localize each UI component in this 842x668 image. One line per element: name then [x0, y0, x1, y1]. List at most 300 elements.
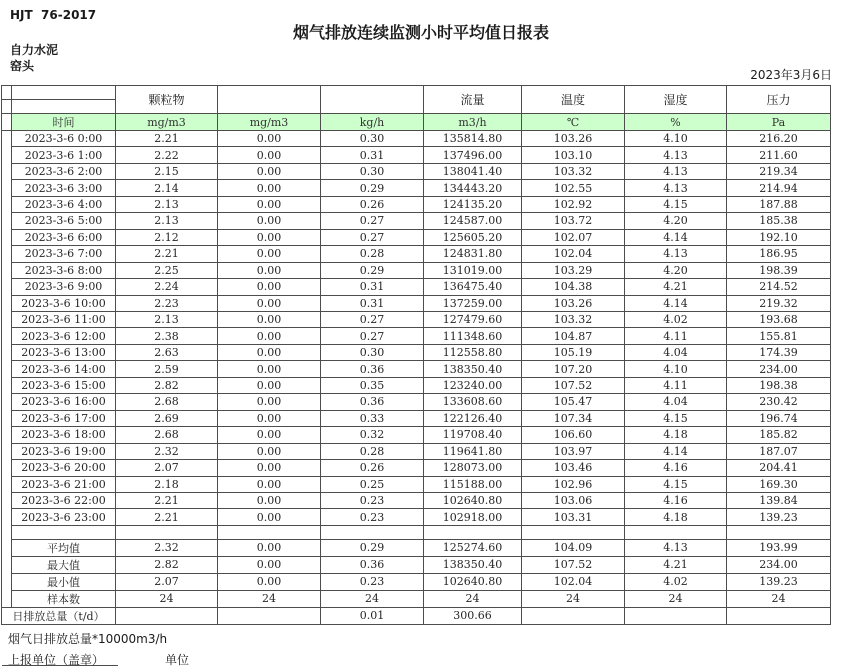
- value-cell: 0.00: [218, 460, 321, 476]
- value-cell: 103.10: [522, 147, 625, 163]
- summary-value: [218, 607, 321, 624]
- value-cell: 4.10: [625, 131, 727, 147]
- summary-row: [2, 573, 831, 590]
- value-cell: 4.18: [625, 509, 727, 525]
- value-cell: 0.29: [321, 180, 424, 196]
- value-cell: 4.10: [625, 361, 727, 377]
- value-cell: 198.38: [727, 377, 831, 393]
- table-row: [2, 180, 831, 196]
- value-cell: 234.00: [727, 361, 831, 377]
- summary-value: 0.00: [218, 556, 321, 573]
- summary-label: 日排放总量（t/d）: [2, 607, 116, 624]
- value-cell: 2.23: [116, 295, 218, 311]
- time-cell: 2023-3-6 14:00: [12, 361, 116, 377]
- value-cell: 230.42: [727, 394, 831, 410]
- value-cell: 2.24: [116, 279, 218, 295]
- value-cell: 0.27: [321, 229, 424, 245]
- value-cell: 139.84: [727, 492, 831, 508]
- value-cell: 106.60: [522, 427, 625, 443]
- summary-value: 2.82: [116, 556, 218, 573]
- time-cell: 2023-3-6 11:00: [12, 311, 116, 327]
- value-cell: 192.10: [727, 229, 831, 245]
- summary-value: 0.29: [321, 539, 424, 556]
- value-cell: 107.34: [522, 410, 625, 426]
- table-row: [2, 131, 831, 147]
- value-cell: 2.38: [116, 328, 218, 344]
- col-header-pressure: 压力: [727, 86, 831, 114]
- value-cell: 124831.80: [424, 246, 522, 262]
- table-row: [2, 246, 831, 262]
- value-cell: 2.12: [116, 229, 218, 245]
- value-cell: 138350.40: [424, 361, 522, 377]
- value-cell: 2.14: [116, 180, 218, 196]
- summary-value: 138350.40: [424, 556, 522, 573]
- value-cell: 2.82: [116, 377, 218, 393]
- time-cell: 2023-3-6 8:00: [12, 262, 116, 278]
- value-cell: 219.32: [727, 295, 831, 311]
- blank-cell: [424, 525, 522, 539]
- value-cell: 4.21: [625, 279, 727, 295]
- col-header-humidity: 湿度: [625, 86, 727, 114]
- value-cell: 0.30: [321, 344, 424, 360]
- standard-code: HJT 76-2017: [10, 8, 97, 22]
- value-cell: 2.59: [116, 361, 218, 377]
- summary-value: 24: [218, 590, 321, 607]
- value-cell: 2.63: [116, 344, 218, 360]
- time-cell: 2023-3-6 16:00: [12, 394, 116, 410]
- value-cell: 4.15: [625, 476, 727, 492]
- value-cell: 4.13: [625, 246, 727, 262]
- time-cell: 2023-3-6 21:00: [12, 476, 116, 492]
- value-cell: 4.20: [625, 213, 727, 229]
- value-cell: 185.38: [727, 213, 831, 229]
- gutter-cell: [2, 86, 12, 100]
- value-cell: 0.00: [218, 427, 321, 443]
- value-cell: 102.04: [522, 246, 625, 262]
- value-cell: 127479.60: [424, 311, 522, 327]
- value-cell: 174.39: [727, 344, 831, 360]
- value-cell: 0.00: [218, 229, 321, 245]
- value-cell: 112558.80: [424, 344, 522, 360]
- value-cell: 2.13: [116, 196, 218, 212]
- value-cell: 105.19: [522, 344, 625, 360]
- value-cell: 102640.80: [424, 492, 522, 508]
- monitoring-point: 窑头: [10, 59, 35, 73]
- summary-value: 0.36: [321, 556, 424, 573]
- value-cell: 103.97: [522, 443, 625, 459]
- unit-celsius: ℃: [522, 114, 625, 131]
- report-date: 2023年3月6日: [750, 68, 832, 82]
- unit-row: [2, 114, 831, 131]
- value-cell: 102918.00: [424, 509, 522, 525]
- value-cell: 4.11: [625, 328, 727, 344]
- value-cell: 0.36: [321, 361, 424, 377]
- value-cell: 135814.80: [424, 131, 522, 147]
- value-cell: 4.18: [625, 427, 727, 443]
- value-cell: 169.30: [727, 476, 831, 492]
- value-cell: 0.23: [321, 509, 424, 525]
- company-name: 自力水泥: [10, 43, 59, 57]
- blank-cell: [321, 525, 424, 539]
- unit-kgh: kg/h: [321, 114, 424, 131]
- value-cell: 0.25: [321, 476, 424, 492]
- value-cell: 214.52: [727, 279, 831, 295]
- value-cell: 2.13: [116, 311, 218, 327]
- col-header-blank-2: [321, 86, 424, 114]
- summary-value: 4.02: [625, 573, 727, 590]
- value-cell: 4.13: [625, 147, 727, 163]
- table-row: [2, 443, 831, 459]
- value-cell: 103.29: [522, 262, 625, 278]
- time-cell: 2023-3-6 10:00: [12, 295, 116, 311]
- value-cell: 2.21: [116, 246, 218, 262]
- summary-value: 125274.60: [424, 539, 522, 556]
- value-cell: 124135.20: [424, 196, 522, 212]
- time-cell: 2023-3-6 20:00: [12, 460, 116, 476]
- value-cell: 2.07: [116, 460, 218, 476]
- summary-value: [116, 607, 218, 624]
- table-row: [2, 410, 831, 426]
- value-cell: 0.31: [321, 279, 424, 295]
- value-cell: 4.02: [625, 311, 727, 327]
- value-cell: 104.87: [522, 328, 625, 344]
- value-cell: 2.22: [116, 147, 218, 163]
- col-header-blank-1: [218, 86, 321, 114]
- summary-row: [2, 607, 831, 624]
- time-cell: 2023-3-6 1:00: [12, 147, 116, 163]
- value-cell: 0.26: [321, 196, 424, 212]
- time-cell: 2023-3-6 22:00: [12, 492, 116, 508]
- value-cell: 0.00: [218, 377, 321, 393]
- summary-row: [2, 590, 831, 607]
- value-cell: 0.30: [321, 131, 424, 147]
- value-cell: 0.00: [218, 163, 321, 179]
- value-cell: 0.00: [218, 492, 321, 508]
- value-cell: 0.31: [321, 295, 424, 311]
- time-cell: 2023-3-6 9:00: [12, 279, 116, 295]
- value-cell: 119708.40: [424, 427, 522, 443]
- summary-value: [522, 607, 625, 624]
- value-cell: 0.00: [218, 279, 321, 295]
- value-cell: 102.55: [522, 180, 625, 196]
- value-cell: 0.00: [218, 394, 321, 410]
- value-cell: 103.72: [522, 213, 625, 229]
- summary-value: 193.99: [727, 539, 831, 556]
- value-cell: 122126.40: [424, 410, 522, 426]
- time-header-cell: [12, 100, 116, 114]
- time-cell: 2023-3-6 2:00: [12, 163, 116, 179]
- value-cell: 4.14: [625, 229, 727, 245]
- value-cell: 0.27: [321, 328, 424, 344]
- value-cell: 0.00: [218, 262, 321, 278]
- value-cell: 4.13: [625, 163, 727, 179]
- summary-value: 234.00: [727, 556, 831, 573]
- value-cell: 0.00: [218, 443, 321, 459]
- table-row: [2, 213, 831, 229]
- value-cell: 111348.60: [424, 328, 522, 344]
- time-cell: 2023-3-6 17:00: [12, 410, 116, 426]
- table-row: [2, 476, 831, 492]
- time-header-cell: [12, 86, 116, 100]
- summary-row: [2, 556, 831, 573]
- table-row: [2, 229, 831, 245]
- value-cell: 2.68: [116, 394, 218, 410]
- value-cell: 198.39: [727, 262, 831, 278]
- blank-cell: [12, 525, 116, 539]
- report-table: [1, 85, 831, 625]
- value-cell: 0.28: [321, 246, 424, 262]
- value-cell: 103.26: [522, 295, 625, 311]
- table-row: [2, 262, 831, 278]
- summary-value: 107.52: [522, 556, 625, 573]
- value-cell: 0.00: [218, 328, 321, 344]
- value-cell: 0.26: [321, 460, 424, 476]
- data-rows: [2, 131, 831, 625]
- value-cell: 131019.00: [424, 262, 522, 278]
- value-cell: 103.32: [522, 311, 625, 327]
- unit-pa: Pa: [727, 114, 831, 131]
- page-title: 烟气排放连续监测小时平均值日报表: [292, 23, 549, 42]
- value-cell: 2.13: [116, 213, 218, 229]
- table-row: [2, 344, 831, 360]
- summary-value: 4.13: [625, 539, 727, 556]
- value-cell: 2.21: [116, 492, 218, 508]
- value-cell: 105.47: [522, 394, 625, 410]
- value-cell: 2.21: [116, 509, 218, 525]
- time-cell: 2023-3-6 5:00: [12, 213, 116, 229]
- value-cell: 0.00: [218, 344, 321, 360]
- footer-note: 烟气日排放总量*10000m3/h: [8, 632, 168, 646]
- gutter-cell: [2, 114, 12, 131]
- value-cell: 103.26: [522, 131, 625, 147]
- summary-value: 102.04: [522, 573, 625, 590]
- col-header-temperature: 温度: [522, 86, 625, 114]
- value-cell: 124587.00: [424, 213, 522, 229]
- value-cell: 196.74: [727, 410, 831, 426]
- blank-cell: [218, 525, 321, 539]
- blank-cell: [116, 525, 218, 539]
- col-header-particulate: 颗粒物: [116, 86, 218, 114]
- value-cell: 185.82: [727, 427, 831, 443]
- value-cell: 4.11: [625, 377, 727, 393]
- value-cell: 138041.40: [424, 163, 522, 179]
- unit-percent: %: [625, 114, 727, 131]
- value-cell: 193.68: [727, 311, 831, 327]
- value-cell: 0.31: [321, 147, 424, 163]
- value-cell: 187.88: [727, 196, 831, 212]
- value-cell: 4.13: [625, 180, 727, 196]
- value-cell: 4.16: [625, 492, 727, 508]
- value-cell: 4.20: [625, 262, 727, 278]
- value-cell: 104.38: [522, 279, 625, 295]
- value-cell: 0.00: [218, 311, 321, 327]
- summary-value: 139.23: [727, 573, 831, 590]
- table-row: [2, 147, 831, 163]
- time-cell: 2023-3-6 23:00: [12, 509, 116, 525]
- value-cell: 204.41: [727, 460, 831, 476]
- table-row: [2, 295, 831, 311]
- time-cell: 2023-3-6 12:00: [12, 328, 116, 344]
- summary-value: 24: [625, 590, 727, 607]
- value-cell: 2.68: [116, 427, 218, 443]
- value-cell: 102.92: [522, 196, 625, 212]
- value-cell: 103.31: [522, 509, 625, 525]
- summary-label: 最小值: [12, 573, 116, 590]
- time-cell: 2023-3-6 15:00: [12, 377, 116, 393]
- summary-value: 4.21: [625, 556, 727, 573]
- value-cell: 137259.00: [424, 295, 522, 311]
- value-cell: 0.28: [321, 443, 424, 459]
- time-cell: 2023-3-6 18:00: [12, 427, 116, 443]
- gutter-cell: [2, 100, 12, 114]
- value-cell: 2.18: [116, 476, 218, 492]
- value-cell: 4.15: [625, 410, 727, 426]
- value-cell: 137496.00: [424, 147, 522, 163]
- summary-value: 2.32: [116, 539, 218, 556]
- time-cell: 2023-3-6 4:00: [12, 196, 116, 212]
- value-cell: 4.15: [625, 196, 727, 212]
- table-row: [2, 361, 831, 377]
- value-cell: 0.33: [321, 410, 424, 426]
- value-cell: 0.27: [321, 213, 424, 229]
- value-cell: 119641.80: [424, 443, 522, 459]
- summary-value: 300.66: [424, 607, 522, 624]
- value-cell: 4.04: [625, 344, 727, 360]
- value-cell: 133608.60: [424, 394, 522, 410]
- summary-value: 102640.80: [424, 573, 522, 590]
- value-cell: 0.00: [218, 246, 321, 262]
- value-cell: 0.00: [218, 509, 321, 525]
- summary-value: 0.23: [321, 573, 424, 590]
- unit-mgm3-2: mg/m3: [218, 114, 321, 131]
- value-cell: 4.14: [625, 295, 727, 311]
- table-row: [2, 377, 831, 393]
- summary-label: 平均值: [12, 539, 116, 556]
- value-cell: 0.36: [321, 394, 424, 410]
- unit-time: 时间: [12, 114, 116, 131]
- value-cell: 136475.40: [424, 279, 522, 295]
- summary-value: 24: [727, 590, 831, 607]
- summary-label: 样本数: [12, 590, 116, 607]
- table-row: [2, 509, 831, 525]
- value-cell: 2.25: [116, 262, 218, 278]
- value-cell: 107.20: [522, 361, 625, 377]
- time-cell: 2023-3-6 0:00: [12, 131, 116, 147]
- time-cell: 2023-3-6 19:00: [12, 443, 116, 459]
- value-cell: 107.52: [522, 377, 625, 393]
- summary-value: 24: [321, 590, 424, 607]
- value-cell: 2.15: [116, 163, 218, 179]
- value-cell: 214.94: [727, 180, 831, 196]
- bottom-divider: [2, 665, 118, 666]
- group-header-row-top: [2, 86, 831, 100]
- report-unit-label: 上报单位（盖章）: [8, 653, 105, 667]
- value-cell: 0.00: [218, 147, 321, 163]
- value-cell: 187.07: [727, 443, 831, 459]
- value-cell: 186.95: [727, 246, 831, 262]
- value-cell: 155.81: [727, 328, 831, 344]
- value-cell: 211.60: [727, 147, 831, 163]
- value-cell: 0.00: [218, 131, 321, 147]
- summary-value: 24: [116, 590, 218, 607]
- value-cell: 0.23: [321, 492, 424, 508]
- value-cell: 4.14: [625, 443, 727, 459]
- blank-row: [2, 525, 831, 539]
- summary-value: [625, 607, 727, 624]
- value-cell: 0.00: [218, 361, 321, 377]
- blank-cell: [727, 525, 831, 539]
- value-cell: 0.00: [218, 196, 321, 212]
- blank-cell: [522, 525, 625, 539]
- table-row: [2, 492, 831, 508]
- summary-value: [727, 607, 831, 624]
- value-cell: 123240.00: [424, 377, 522, 393]
- value-cell: 2.21: [116, 131, 218, 147]
- value-cell: 125605.20: [424, 229, 522, 245]
- table-row: [2, 328, 831, 344]
- value-cell: 0.29: [321, 262, 424, 278]
- summary-value: 0.00: [218, 539, 321, 556]
- value-cell: 103.32: [522, 163, 625, 179]
- blank-cell: [625, 525, 727, 539]
- value-cell: 134443.20: [424, 180, 522, 196]
- value-cell: 0.00: [218, 410, 321, 426]
- value-cell: 0.00: [218, 180, 321, 196]
- time-cell: 2023-3-6 7:00: [12, 246, 116, 262]
- table-row: [2, 460, 831, 476]
- table-row: [2, 311, 831, 327]
- value-cell: 216.20: [727, 131, 831, 147]
- value-cell: 0.30: [321, 163, 424, 179]
- value-cell: 2.32: [116, 443, 218, 459]
- value-cell: 0.00: [218, 476, 321, 492]
- summary-value: 24: [424, 590, 522, 607]
- summary-row: [2, 539, 831, 556]
- value-cell: 4.16: [625, 460, 727, 476]
- value-cell: 115188.00: [424, 476, 522, 492]
- value-cell: 102.96: [522, 476, 625, 492]
- value-cell: 0.00: [218, 213, 321, 229]
- table-row: [2, 279, 831, 295]
- footer-units-row: [0, 651, 842, 665]
- col-header-flow: 流量: [424, 86, 522, 114]
- value-cell: 102.07: [522, 229, 625, 245]
- value-cell: 0.32: [321, 427, 424, 443]
- value-cell: 139.23: [727, 509, 831, 525]
- time-cell: 2023-3-6 3:00: [12, 180, 116, 196]
- table-row: [2, 163, 831, 179]
- summary-label: 最大值: [12, 556, 116, 573]
- table-row: [2, 394, 831, 410]
- table-row: [2, 427, 831, 443]
- value-cell: 4.04: [625, 394, 727, 410]
- summary-value: 24: [522, 590, 625, 607]
- value-cell: 103.06: [522, 492, 625, 508]
- unit-m3h: m3/h: [424, 114, 522, 131]
- value-cell: 2.69: [116, 410, 218, 426]
- gutter-column: [2, 131, 12, 608]
- value-cell: 0.00: [218, 295, 321, 311]
- table-row: [2, 196, 831, 212]
- summary-value: 0.00: [218, 573, 321, 590]
- value-cell: 0.35: [321, 377, 424, 393]
- value-cell: 219.34: [727, 163, 831, 179]
- unit-label: 单位: [165, 653, 190, 667]
- value-cell: 0.27: [321, 311, 424, 327]
- unit-mgm3-1: mg/m3: [116, 114, 218, 131]
- value-cell: 103.46: [522, 460, 625, 476]
- time-cell: 2023-3-6 13:00: [12, 344, 116, 360]
